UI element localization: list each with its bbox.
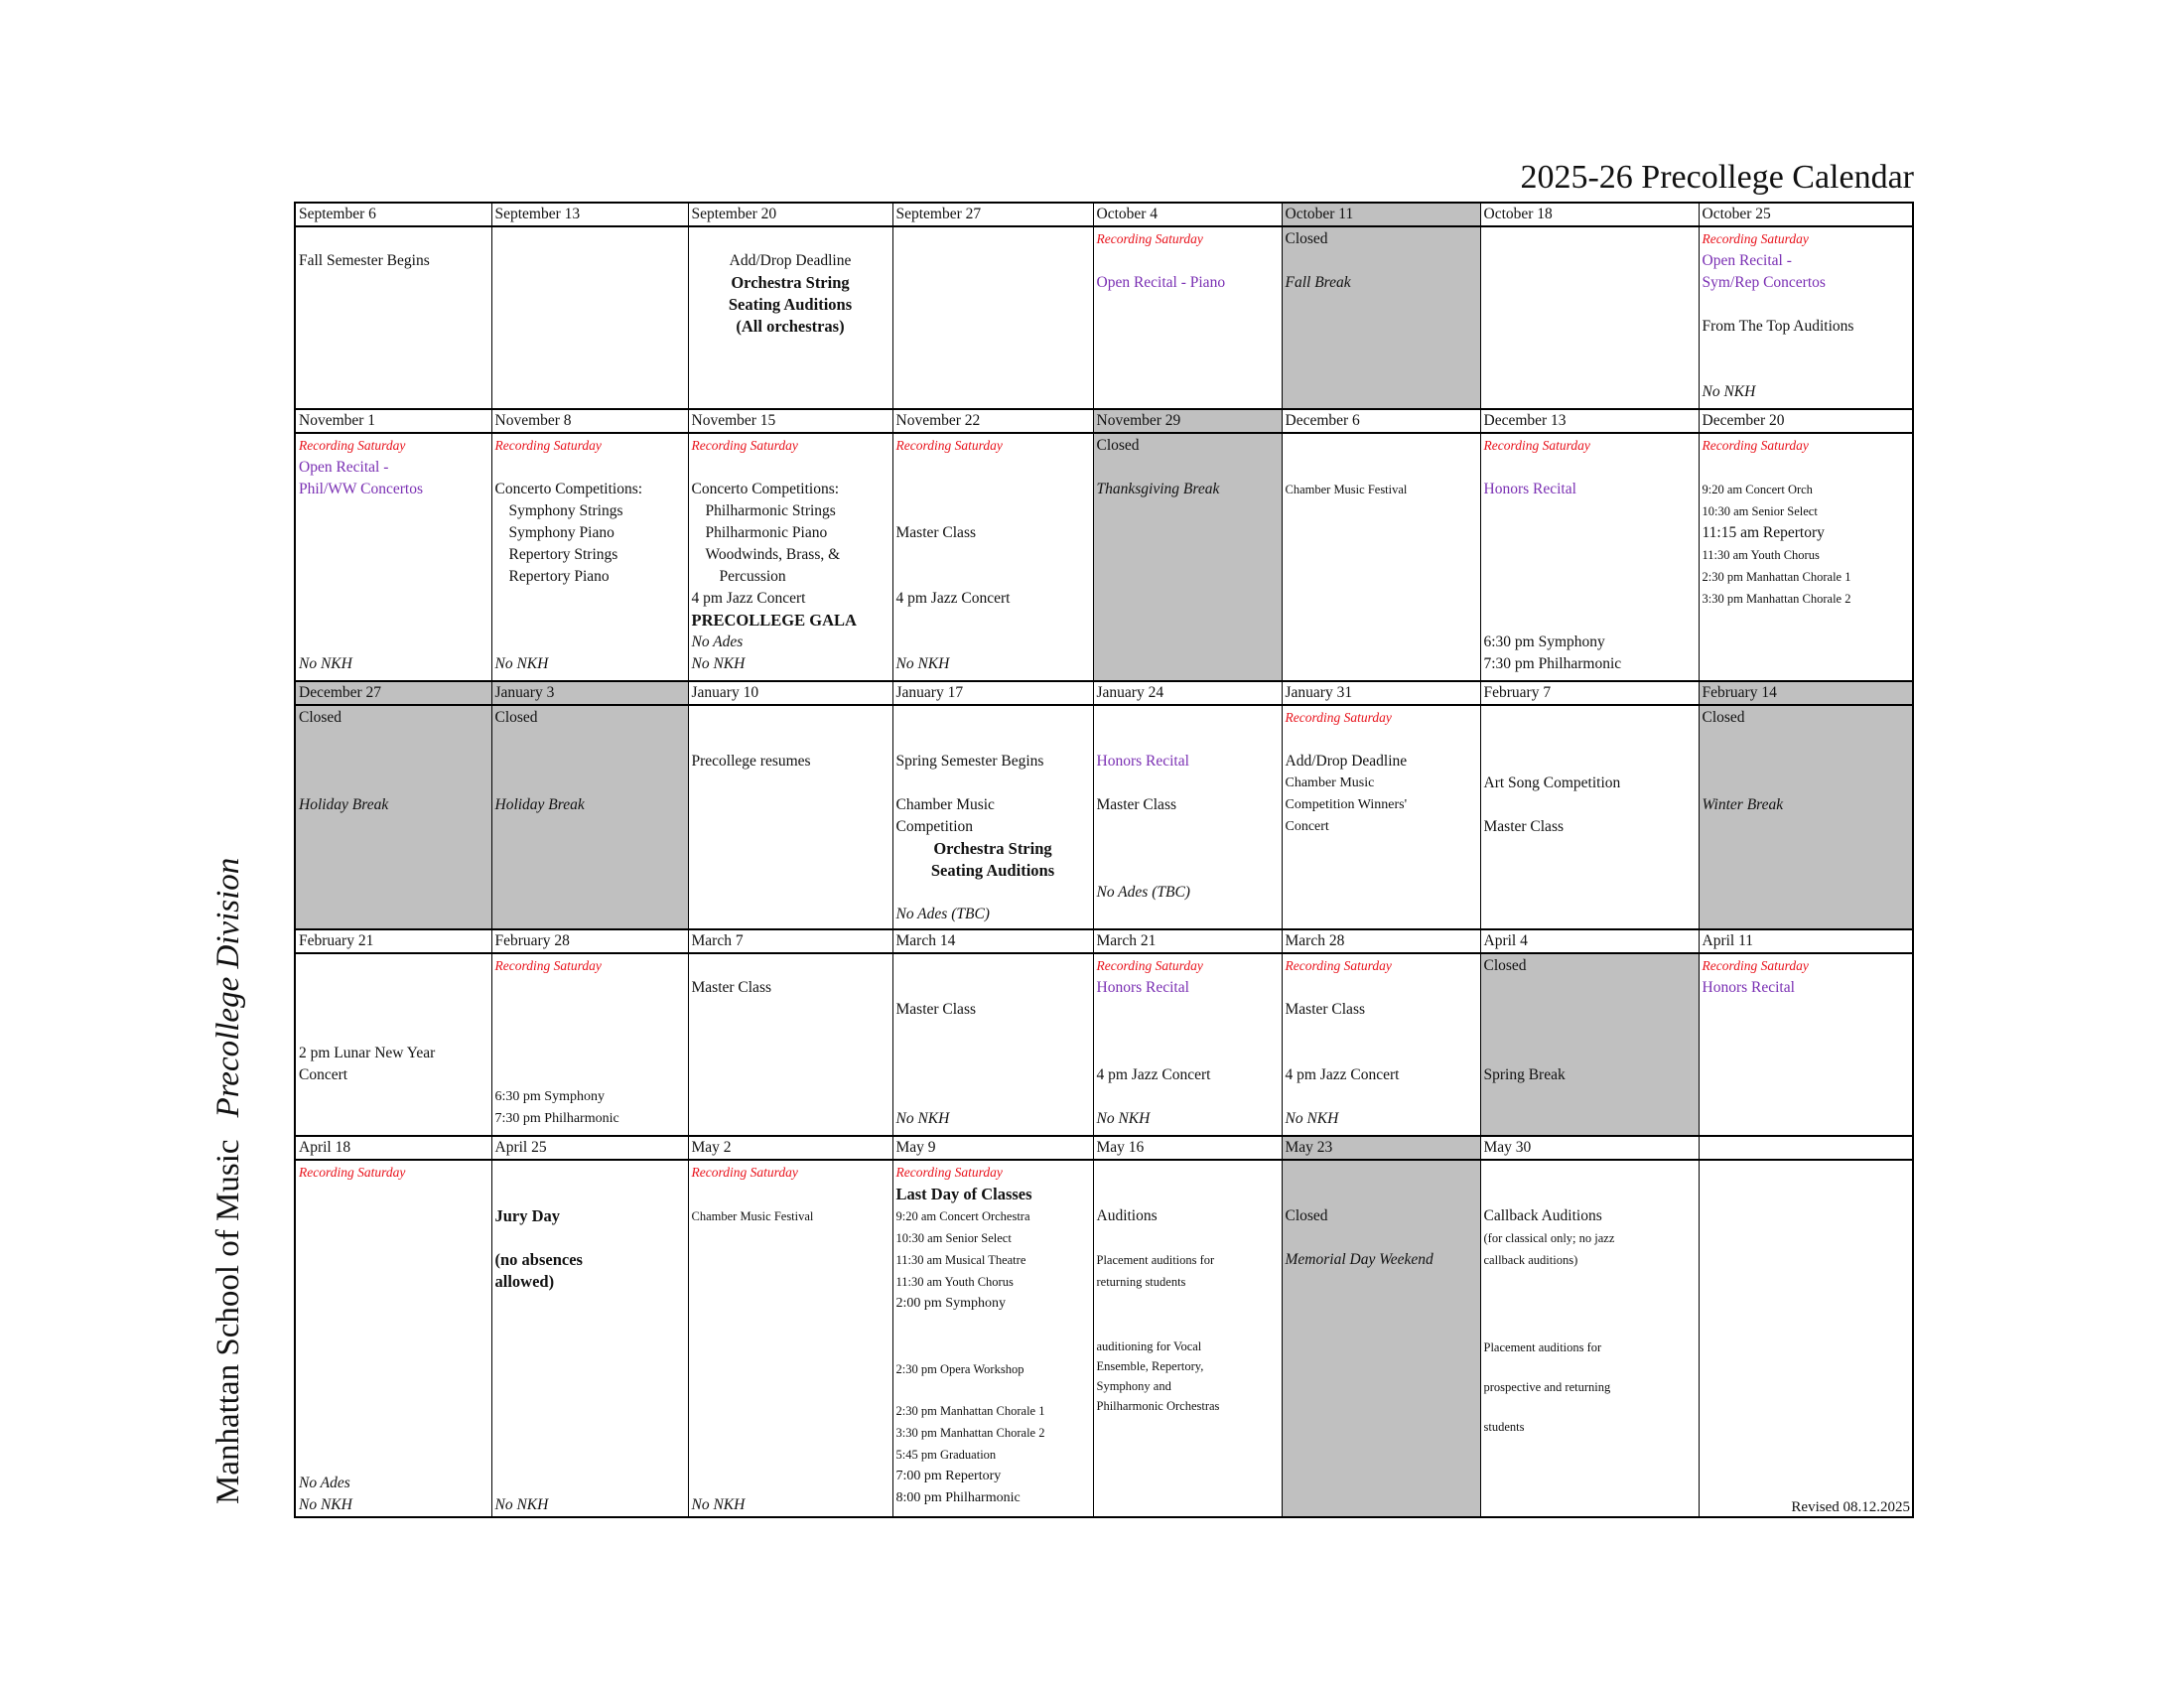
date-cell: January 10 bbox=[688, 681, 892, 705]
event-text: Honors Recital bbox=[1096, 753, 1189, 770]
event-text: Symphony Strings bbox=[508, 502, 623, 519]
event-text: Add/Drop Deadline bbox=[729, 252, 852, 269]
recording-label: Recording Saturday bbox=[895, 1165, 1003, 1180]
date-cell: December 27 bbox=[295, 681, 491, 705]
day-cell bbox=[892, 433, 1093, 681]
note-text: No NKH bbox=[691, 655, 746, 672]
event-text: returning students bbox=[1096, 1275, 1186, 1289]
date-cell: April 25 bbox=[491, 1136, 688, 1160]
date-cell: April 18 bbox=[295, 1136, 491, 1160]
closed-label: Closed bbox=[1285, 1207, 1328, 1224]
event-text: Precollege resumes bbox=[691, 753, 811, 770]
event-text: Spring Semester Begins bbox=[895, 753, 1044, 770]
recording-label: Recording Saturday bbox=[691, 1165, 798, 1180]
closed-label: Closed bbox=[1285, 230, 1328, 247]
event-text: Master Class bbox=[895, 524, 977, 541]
event-text: Philharmonic Orchestras bbox=[1096, 1399, 1220, 1413]
date-cell: February 28 bbox=[491, 929, 688, 953]
event-text: Master Class bbox=[1096, 796, 1177, 813]
note-text: No Ades (TBC) bbox=[895, 906, 990, 922]
date-cell: January 31 bbox=[1282, 681, 1480, 705]
day-cell bbox=[1093, 705, 1282, 929]
event-text: Honors Recital bbox=[1483, 481, 1576, 497]
day-cell bbox=[1093, 226, 1282, 409]
date-cell: December 6 bbox=[1282, 409, 1480, 433]
day-cell bbox=[491, 705, 688, 929]
event-text: Philharmonic Piano bbox=[705, 524, 828, 541]
event-text: Open Recital - bbox=[299, 459, 389, 476]
event-text: Repertory Strings bbox=[508, 546, 618, 563]
break-label: Holiday Break bbox=[494, 796, 585, 813]
calendar-table bbox=[294, 202, 1914, 1518]
event-text: 7:30 pm Philharmonic bbox=[1483, 655, 1622, 672]
day-cell bbox=[1699, 433, 1913, 681]
recording-label: Recording Saturday bbox=[1702, 438, 1809, 453]
event-text: Orchestra String bbox=[933, 839, 1052, 858]
event-text: Auditions bbox=[1096, 1207, 1158, 1224]
day-cell bbox=[1699, 1160, 1913, 1517]
event-text: (All orchestras) bbox=[736, 317, 845, 336]
date-cell: April 4 bbox=[1480, 929, 1699, 953]
week-content-row bbox=[295, 226, 1913, 409]
date-cell: November 29 bbox=[1093, 409, 1282, 433]
event-text: 7:30 pm Philharmonic bbox=[494, 1111, 619, 1126]
event-text: Placement auditions for bbox=[1483, 1340, 1602, 1354]
date-cell: November 8 bbox=[491, 409, 688, 433]
day-cell bbox=[1093, 1160, 1282, 1517]
note-text: No NKH bbox=[895, 1110, 950, 1127]
event-text: allowed) bbox=[494, 1272, 555, 1291]
day-cell bbox=[1093, 953, 1282, 1136]
event-text: Concerto Competitions: bbox=[494, 481, 643, 497]
event-text: Chamber Music Festival bbox=[1285, 483, 1408, 496]
event-text: Fall Semester Begins bbox=[299, 252, 430, 269]
day-cell bbox=[1480, 705, 1699, 929]
day-cell bbox=[1093, 433, 1282, 681]
day-cell bbox=[1282, 433, 1480, 681]
event-text: Master Class bbox=[895, 1001, 977, 1018]
date-cell: January 17 bbox=[892, 681, 1093, 705]
week-header-row bbox=[295, 203, 1913, 226]
break-label: Fall Break bbox=[1285, 274, 1351, 291]
event-text: Master Class bbox=[1483, 818, 1565, 835]
break-label: Spring Break bbox=[1483, 1066, 1566, 1083]
note-text: No NKH bbox=[691, 1496, 746, 1513]
day-cell bbox=[295, 226, 491, 409]
day-cell bbox=[892, 705, 1093, 929]
break-label: Memorial Day Weekend bbox=[1285, 1251, 1433, 1268]
date-cell: November 22 bbox=[892, 409, 1093, 433]
note-text: No NKH bbox=[299, 655, 352, 672]
event-text: Add/Drop Deadline bbox=[1285, 753, 1408, 770]
note-text: No Ades (TBC) bbox=[1096, 884, 1190, 901]
division-name: Precollege Division bbox=[210, 857, 246, 1118]
recording-label: Recording Saturday bbox=[691, 438, 798, 453]
recording-label: Recording Saturday bbox=[299, 438, 406, 453]
event-text: 4 pm Jazz Concert bbox=[691, 590, 806, 607]
page-title: 2025-26 Precollege Calendar bbox=[1520, 159, 1914, 196]
date-cell: September 6 bbox=[295, 203, 491, 226]
event-text: 11:30 am Musical Theatre bbox=[895, 1253, 1026, 1267]
day-cell bbox=[1282, 953, 1480, 1136]
day-cell bbox=[491, 226, 688, 409]
event-text: Concerto Competitions: bbox=[691, 481, 840, 497]
day-cell bbox=[295, 953, 491, 1136]
day-cell bbox=[688, 1160, 892, 1517]
event-text: PRECOLLEGE GALA bbox=[691, 611, 857, 630]
date-cell: February 21 bbox=[295, 929, 491, 953]
date-cell: May 9 bbox=[892, 1136, 1093, 1160]
event-text: Honors Recital bbox=[1096, 979, 1189, 996]
date-cell: October 4 bbox=[1093, 203, 1282, 226]
day-cell bbox=[892, 1160, 1093, 1517]
event-text: Sym/Rep Concertos bbox=[1702, 274, 1826, 291]
event-text: 5:45 pm Graduation bbox=[895, 1448, 997, 1462]
week-content-row bbox=[295, 705, 1913, 929]
recording-label: Recording Saturday bbox=[494, 958, 602, 973]
event-text: prospective and returning bbox=[1483, 1380, 1611, 1394]
day-cell bbox=[1699, 953, 1913, 1136]
day-cell bbox=[892, 953, 1093, 1136]
day-cell bbox=[295, 1160, 491, 1517]
week-header-row bbox=[295, 1136, 1913, 1160]
date-cell: November 1 bbox=[295, 409, 491, 433]
recording-label: Recording Saturday bbox=[895, 438, 1003, 453]
week-content-row bbox=[295, 1160, 1913, 1517]
recording-label: Recording Saturday bbox=[494, 438, 602, 453]
event-text: Philharmonic Strings bbox=[705, 502, 836, 519]
day-cell bbox=[491, 1160, 688, 1517]
day-cell bbox=[1282, 705, 1480, 929]
date-cell: October 11 bbox=[1282, 203, 1480, 226]
revised-date: Revised 08.12.2025 bbox=[1791, 1499, 1910, 1515]
recording-label: Recording Saturday bbox=[1483, 438, 1590, 453]
date-cell: January 24 bbox=[1093, 681, 1282, 705]
date-cell: May 30 bbox=[1480, 1136, 1699, 1160]
event-text: Orchestra String bbox=[731, 273, 850, 292]
date-cell: March 7 bbox=[688, 929, 892, 953]
closed-label: Closed bbox=[1483, 957, 1527, 974]
date-cell: December 13 bbox=[1480, 409, 1699, 433]
event-text: students bbox=[1483, 1420, 1525, 1434]
event-text: Concert bbox=[299, 1066, 348, 1083]
note-text: No NKH bbox=[1702, 383, 1756, 400]
event-text: 2:30 pm Manhattan Chorale 1 bbox=[1702, 570, 1851, 584]
event-text: Symphony and bbox=[1096, 1379, 1171, 1393]
event-text: Competition bbox=[895, 818, 973, 835]
recording-label: Recording Saturday bbox=[1096, 231, 1203, 246]
event-text: Chamber Music bbox=[895, 796, 995, 813]
week-header-row bbox=[295, 409, 1913, 433]
recording-label: Recording Saturday bbox=[1096, 958, 1203, 973]
break-label: Thanksgiving Break bbox=[1096, 481, 1220, 497]
event-text: 2:30 pm Opera Workshop bbox=[895, 1362, 1024, 1376]
closed-label: Closed bbox=[299, 709, 342, 726]
date-cell: February 7 bbox=[1480, 681, 1699, 705]
event-text: Percussion bbox=[719, 568, 786, 585]
date-cell: April 11 bbox=[1699, 929, 1913, 953]
note-text: No NKH bbox=[494, 1496, 549, 1513]
date-cell: May 23 bbox=[1282, 1136, 1480, 1160]
date-cell: September 13 bbox=[491, 203, 688, 226]
date-cell: October 18 bbox=[1480, 203, 1699, 226]
date-cell: January 3 bbox=[491, 681, 688, 705]
event-text: Open Recital - bbox=[1702, 252, 1792, 269]
day-cell bbox=[1480, 433, 1699, 681]
day-cell bbox=[491, 953, 688, 1136]
date-cell: March 21 bbox=[1093, 929, 1282, 953]
event-text: Phil/WW Concertos bbox=[299, 481, 423, 497]
event-text: Art Song Competition bbox=[1483, 774, 1621, 791]
event-text: (for classical only; no jazz bbox=[1483, 1231, 1615, 1245]
date-cell: October 25 bbox=[1699, 203, 1913, 226]
event-text: 7:00 pm Repertory bbox=[895, 1469, 1002, 1483]
week-header-row bbox=[295, 681, 1913, 705]
day-cell bbox=[688, 226, 892, 409]
event-text: (no absences bbox=[494, 1250, 583, 1269]
event-text: Chamber Music bbox=[1285, 775, 1375, 790]
date-cell: February 14 bbox=[1699, 681, 1913, 705]
recording-label: Recording Saturday bbox=[1285, 710, 1392, 725]
event-text: Master Class bbox=[691, 979, 772, 996]
week-content-row bbox=[295, 433, 1913, 681]
date-cell: March 28 bbox=[1282, 929, 1480, 953]
event-text: Callback Auditions bbox=[1483, 1207, 1602, 1224]
event-text: 11:30 am Youth Chorus bbox=[1702, 548, 1820, 562]
event-text: Symphony Piano bbox=[508, 524, 614, 541]
week-header-row bbox=[295, 929, 1913, 953]
event-text: Repertory Piano bbox=[508, 568, 610, 585]
note-text: No Ades bbox=[299, 1475, 350, 1491]
event-text: 8:00 pm Philharmonic bbox=[895, 1490, 1021, 1505]
event-text: Placement auditions for bbox=[1096, 1253, 1215, 1267]
note-text: No NKH bbox=[1096, 1110, 1151, 1127]
event-text: 10:30 am Senior Select bbox=[1702, 504, 1818, 518]
day-cell bbox=[688, 953, 892, 1136]
event-text: 6:30 pm Symphony bbox=[494, 1089, 605, 1104]
date-cell: May 16 bbox=[1093, 1136, 1282, 1160]
side-caption bbox=[210, 858, 247, 1504]
event-text: Ensemble, Repertory, bbox=[1096, 1359, 1204, 1373]
day-cell bbox=[1480, 226, 1699, 409]
day-cell bbox=[1480, 953, 1699, 1136]
date-cell: September 20 bbox=[688, 203, 892, 226]
day-cell bbox=[1699, 705, 1913, 929]
event-text: From The Top Auditions bbox=[1702, 318, 1854, 335]
note-text: No NKH bbox=[494, 655, 549, 672]
day-cell bbox=[688, 705, 892, 929]
event-text: Seating Auditions bbox=[930, 861, 1055, 880]
date-cell: September 27 bbox=[892, 203, 1093, 226]
closed-label: Closed bbox=[1096, 437, 1140, 454]
day-cell bbox=[1699, 226, 1913, 409]
date-cell: December 20 bbox=[1699, 409, 1913, 433]
recording-label: Recording Saturday bbox=[1702, 958, 1809, 973]
day-cell bbox=[1282, 1160, 1480, 1517]
date-cell: March 14 bbox=[892, 929, 1093, 953]
note-text: No Ades bbox=[691, 633, 744, 650]
event-text: 9:20 am Concert Orch bbox=[1702, 483, 1813, 496]
event-text: Open Recital - Piano bbox=[1096, 274, 1226, 291]
event-text: 4 pm Jazz Concert bbox=[1285, 1066, 1400, 1083]
event-text: callback auditions) bbox=[1483, 1253, 1578, 1267]
event-text: Honors Recital bbox=[1702, 979, 1795, 996]
break-label: Winter Break bbox=[1702, 796, 1784, 813]
event-text: 4 pm Jazz Concert bbox=[1096, 1066, 1211, 1083]
note-text: No NKH bbox=[299, 1496, 352, 1513]
day-cell bbox=[295, 433, 491, 681]
event-text: Last Day of Classes bbox=[895, 1185, 1032, 1203]
recording-label: Recording Saturday bbox=[1702, 231, 1809, 246]
day-cell bbox=[295, 705, 491, 929]
event-text: 11:15 am Repertory bbox=[1702, 524, 1825, 541]
note-text: No NKH bbox=[1285, 1110, 1339, 1127]
event-text: Seating Auditions bbox=[728, 295, 853, 314]
recording-label: Recording Saturday bbox=[1285, 958, 1392, 973]
date-cell bbox=[1699, 1136, 1913, 1160]
event-text: 10:30 am Senior Select bbox=[895, 1231, 1012, 1245]
event-text: Competition Winners' bbox=[1285, 797, 1408, 812]
event-text: 4 pm Jazz Concert bbox=[895, 590, 1011, 607]
break-label: Holiday Break bbox=[299, 796, 389, 813]
event-text: 11:30 am Youth Chorus bbox=[895, 1275, 1014, 1289]
day-cell bbox=[688, 433, 892, 681]
event-text: 2:30 pm Manhattan Chorale 1 bbox=[895, 1404, 1045, 1418]
event-text: Concert bbox=[1285, 819, 1329, 834]
event-text: Chamber Music Festival bbox=[691, 1209, 814, 1223]
day-cell bbox=[491, 433, 688, 681]
day-cell bbox=[892, 226, 1093, 409]
school-name: Manhattan School of Music bbox=[210, 1139, 246, 1504]
closed-label: Closed bbox=[494, 709, 538, 726]
event-text: 6:30 pm Symphony bbox=[1483, 633, 1605, 650]
date-cell: May 2 bbox=[688, 1136, 892, 1160]
day-cell bbox=[1282, 226, 1480, 409]
event-text: 9:20 am Concert Orchestra bbox=[895, 1209, 1030, 1223]
event-text: 3:30 pm Manhattan Chorale 2 bbox=[1702, 592, 1851, 606]
event-text: 2 pm Lunar New Year bbox=[299, 1045, 436, 1061]
recording-label: Recording Saturday bbox=[299, 1165, 406, 1180]
day-cell bbox=[1480, 1160, 1699, 1517]
event-text: Jury Day bbox=[494, 1206, 561, 1225]
event-text: 3:30 pm Manhattan Chorale 2 bbox=[895, 1426, 1045, 1440]
note-text: No NKH bbox=[895, 655, 950, 672]
closed-label: Closed bbox=[1702, 709, 1745, 726]
week-content-row bbox=[295, 953, 1913, 1136]
event-text: auditioning for Vocal bbox=[1096, 1339, 1202, 1353]
event-text: Master Class bbox=[1285, 1001, 1366, 1018]
event-text: Woodwinds, Brass, & bbox=[705, 546, 841, 563]
date-cell: November 15 bbox=[688, 409, 892, 433]
event-text: 2:00 pm Symphony bbox=[895, 1296, 1006, 1311]
